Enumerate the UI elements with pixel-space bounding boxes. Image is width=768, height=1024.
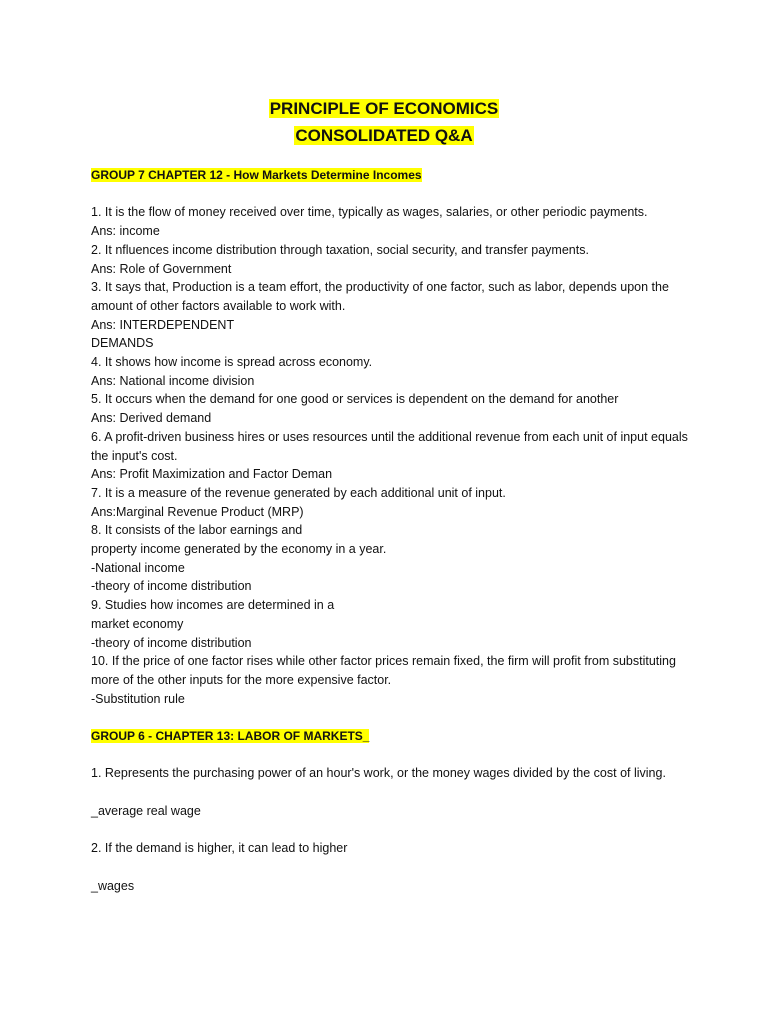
title-line-2 — [0, 122, 768, 149]
text-line: 1. It is the flow of money received over time, typically as wages, salaries, or other periodic payments. — [91, 205, 648, 220]
text-line: Ans: Derived demand — [91, 411, 212, 426]
text-line: Ans:Marginal Revenue Product (MRP) — [91, 504, 304, 519]
group6-question-2: 2. If the demand is higher, it can lead to higher — [91, 841, 348, 856]
group7-heading — [91, 166, 691, 185]
text-line: Ans: National income division — [91, 373, 255, 388]
group6-question-1: 1. Represents the purchasing power of an hour's work, or the money wages divided by the cost of living. — [91, 766, 666, 781]
text-line: Ans: income — [91, 224, 160, 239]
text-line: -Substitution rule — [91, 691, 185, 706]
text-line: Ans: Profit Maximization and Factor Deman — [91, 467, 333, 482]
text-line: 7. It is a measure of the revenue generated by each additional unit of input. — [91, 485, 506, 500]
text-line: -theory of income distribution — [91, 635, 252, 650]
text-line: 2. It nfluences income distribution through taxation, social security, and transfer payments. — [91, 242, 589, 257]
text-line: Ans: INTERDEPENDENT — [91, 317, 235, 332]
text-line: 3. It says that, Production is a team effort, the productivity of one factor, such as labor, depends upon the amount of other factors available to work with. — [91, 280, 669, 313]
group6-heading-text: GROUP 6 - CHAPTER 13: LABOR OF MARKETS_ — [91, 729, 370, 744]
document-body — [91, 166, 691, 895]
text-line: -National income — [91, 560, 185, 575]
text-line: 6. A profit-driven business hires or uses resources until the additional revenue from each unit of input equals the input's cost. — [91, 429, 688, 463]
text-line: DEMANDS — [91, 336, 154, 351]
text-line: property income generated by the economy in a year. — [91, 542, 387, 557]
text-line: -theory of income distribution — [91, 579, 252, 594]
title-text-2: CONSOLIDATED Q&A — [295, 126, 473, 145]
text-line: Ans: Role of Government — [91, 261, 232, 276]
text-line: market economy — [91, 616, 184, 631]
document-title — [0, 95, 768, 149]
group7-heading-text: GROUP 7 CHAPTER 12 - How Markets Determine Incomes — [91, 168, 422, 182]
group6-answer-2: _wages — [91, 878, 135, 893]
title-line-1 — [0, 95, 768, 122]
text-line: 5. It occurs when the demand for one good or services is dependent on the demand for another — [91, 392, 619, 407]
group6-answer-1: _average real wage — [91, 803, 201, 818]
text-line: 8. It consists of the labor earnings and — [91, 523, 303, 538]
text-line: 9. Studies how incomes are determined in a — [91, 598, 335, 613]
group6-heading — [91, 727, 691, 746]
text-line: 4. It shows how income is spread across economy. — [91, 355, 373, 370]
title-text-1: PRINCIPLE OF ECONOMICS — [269, 99, 499, 118]
text-line: 10. If the price of one factor rises while other factor prices remain fixed, the firm will profit from substituting more of the other inputs for the more expensive factor. — [91, 654, 676, 687]
group7-qa-list — [91, 203, 691, 708]
